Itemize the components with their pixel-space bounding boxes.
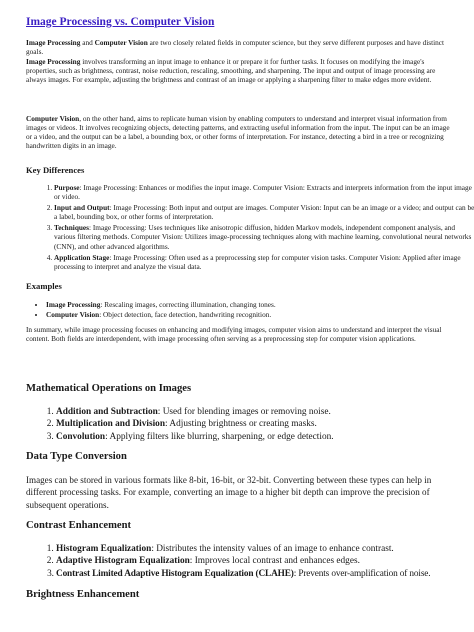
list-item: 1. Purpose: Image Processing: Enhances or modifies the input image. Computer Vision: Extracts and interprets information from the input image or video. [54, 183, 474, 201]
data-type-heading: Data Type Conversion [26, 451, 127, 462]
term-image-processing: Image Processing [26, 57, 81, 66]
list-item: 3. Contrast Limited Adaptive Histogram Equalization (CLAHE): Prevents over-amplification of noise. [56, 568, 474, 580]
contrast-heading: Contrast Enhancement [26, 520, 132, 531]
data-type-paragraph: Images can be stored in various formats like 8-bit, 16-bit, or 32-bit. Converting between these types can help in different processing tasks. For example, converting an image to a higher bit depth can improve the precision of subsequent operations. [26, 475, 432, 510]
term-image-processing: Image Processing [26, 38, 81, 47]
key-differences-heading: Key Differences [26, 165, 85, 175]
intro-paragraph-1: Image Processing and Computer Vision are two closely related fields in computer science, but they serve different purposes and have distinct goals. [26, 38, 445, 57]
page-title[interactable]: Image Processing vs. Computer Vision [26, 16, 215, 28]
examples-list [26, 300, 470, 321]
list-item: • Computer Vision: Object detection, face detection, handwriting recognition. [46, 310, 470, 319]
term-computer-vision: Computer Vision [26, 114, 80, 123]
list-item: 1. Histogram Equalization: Distributes the intensity values of an image to enhance contrast. [56, 543, 474, 555]
intro-paragraph-2: Image Processing involves transforming an input image to enhance it or prepare it for further tasks. It focuses on modifying the image's properties, such as brightness, contrast, noise reduction, rescaling, smoothing, and sharpening. The input and output of image processing are always images. For example, adjusting the brightness and contrast of an image or applying a sharpening filter to make edges more evident. [26, 57, 436, 85]
list-item: 2. Multiplication and Division: Adjusting brightness or creating masks. [56, 418, 474, 430]
math-ops-heading: Mathematical Operations on Images [26, 383, 192, 394]
brightness-heading: Brightness Enhancement [26, 589, 140, 600]
list-item: 2. Input and Output: Image Processing: Both input and output are images. Computer Vision: Input can be an image or a video; and output can be a label, bounding box, or other forms of interpretation. [54, 203, 474, 221]
intro-paragraph-3: Computer Vision, on the other hand, aims to replicate human vision by enabling computers to understand and interpret visual information from images or videos. It involves recognizing objects, detecting patterns, and extracting useful information from the input. The input can be an image or a video, and the output can be a label, a bounding box, or other forms of interpretation. For instance, detecting a bird in a tree or recognizing handwritten digits in an image. [26, 114, 450, 151]
list-item: • Image Processing: Rescaling images, correcting illumination, changing tones. [46, 300, 470, 309]
key-differences-list [26, 183, 474, 273]
term-computer-vision: Computer Vision [94, 38, 148, 47]
list-item: 2. Adaptive Histogram Equalization: Improves local contrast and enhances edges. [56, 555, 474, 567]
summary-paragraph: In summary, while image processing focuses on enhancing and modifying images, computer vision aims to understand and interpret the visual content. Both fields are interdependent, with image processing often serving as a preprocessing step for computer vision applications. [26, 325, 442, 344]
list-item: 3. Convolution: Applying filters like blurring, sharpening, or edge detection. [56, 431, 474, 443]
list-item: 1. Addition and Subtraction: Used for blending images or removing noise. [56, 406, 474, 418]
list-item: 4. Application Stage: Image Processing: Often used as a preprocessing step for computer vision tasks. Computer Vision: Applied after image processing to interpret and analyze the visual data. [54, 253, 474, 271]
math-ops-list [26, 406, 474, 443]
list-item: 3. Techniques: Image Processing: Uses techniques like anisotropic diffusion, hidden Markov models, independent component analysis, and various filtering methods. Computer Vision: Utilizes image-processing techniques along with machine learning, convolutional neural networks (CNN), and other advanced algorithms. [54, 223, 474, 250]
examples-heading: Examples [26, 281, 62, 291]
contrast-list [26, 543, 474, 580]
